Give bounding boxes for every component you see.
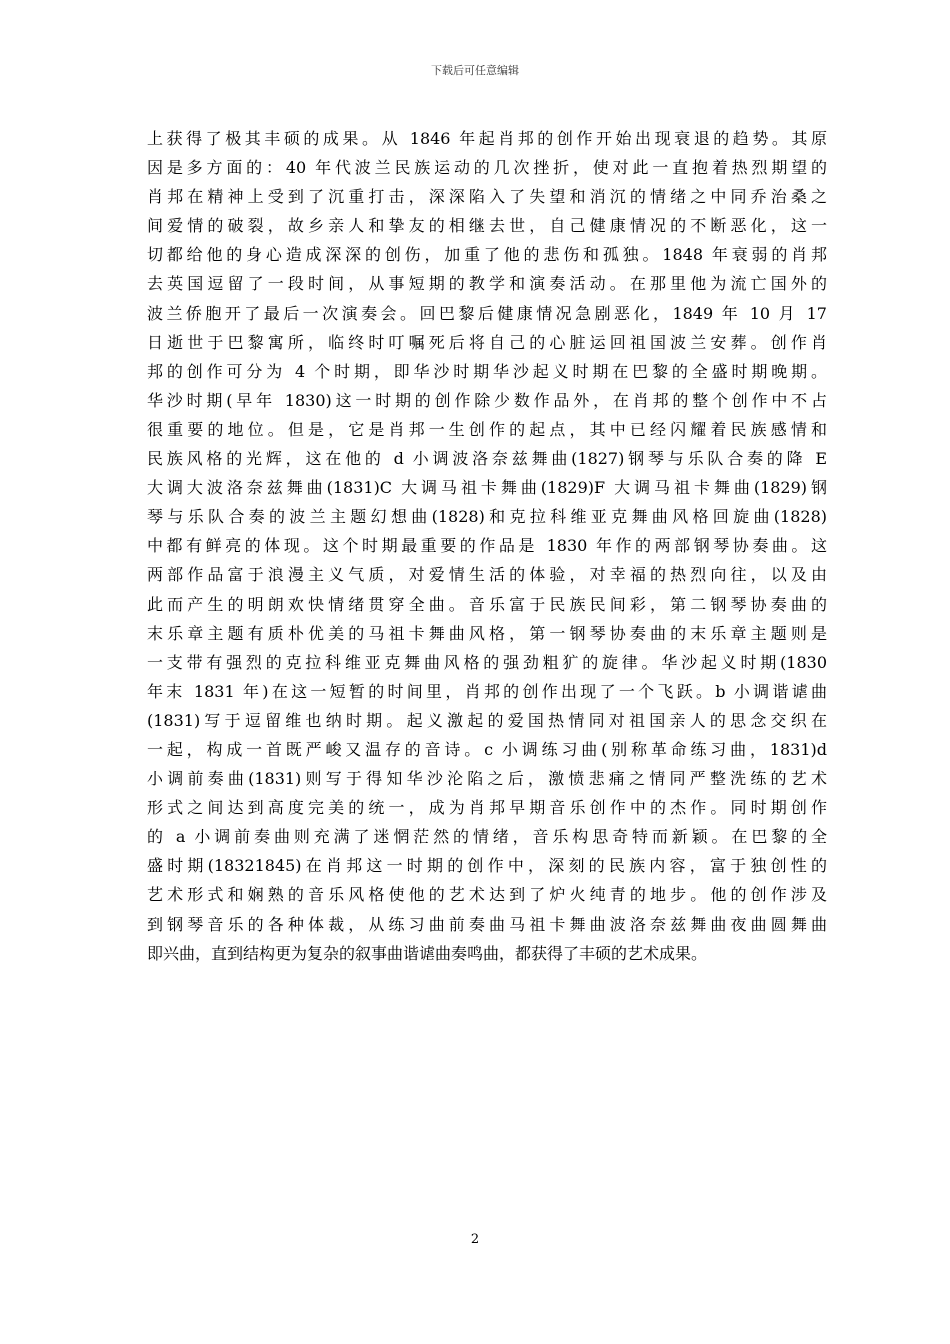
text-line: 很重要的地位。但是，它是肖邦一生创作的起点，其中已经闪耀着民族感情和 [147,419,827,439]
text-line: 琴与乐队合奏的波兰主题幻想曲(1828)和克拉科维亚克舞曲风格回旋曲(1828) [147,507,827,527]
text-line: 华沙时期(早年 1830)这一时期的创作除少数作品外，在肖邦的整个创作中不占 [147,390,827,410]
page-number: 2 [470,1232,480,1247]
text-line: 波兰侨胞开了最后一次演奏会。回巴黎后健康情况急剧恶化，1849 年 10 月 17 [147,303,827,323]
text-line: 一支带有强烈的克拉科维亚克舞曲风格的强劲粗犷的旋律。华沙起义时期(1830 [147,652,827,672]
text-line: 去英国逗留了一段时间，从事短期的教学和演奏活动。在那里他为流亡国外的 [147,274,827,294]
text-line: 末乐章主题有质朴优美的马祖卡舞曲风格，第一钢琴协奏曲的末乐章主题则是 [147,623,827,643]
text-line: 年末 1831 年)在这一短暂的时间里，肖邦的创作出现了一个飞跃。b 小调谐谑曲 [147,681,827,701]
text-line: 上获得了极其丰硕的成果。从 1846 年起肖邦的创作开始出现衰退的趋势。其原 [147,129,827,148]
text-line: 因是多方面的：40 年代波兰民族运动的几次挫折，使对此一直抱着热烈期望的 [147,158,827,178]
text-line: 切都给他的身心造成深深的创伤，加重了他的悲伤和孤独。1848 年衰弱的肖邦 [147,245,827,265]
text-line: 小调前奏曲(1831)则写于得知华沙沦陷之后，激愤悲痛之情同严整洗练的艺术 [147,769,827,789]
text-line: 大调大波洛奈兹舞曲(1831)C 大调马祖卡舞曲(1829)F 大调马祖卡舞曲(1829)钢 [147,478,827,498]
text-line: 即兴曲，直到结构更为复杂的叙事曲谐谑曲奏鸣曲，都获得了丰硕的艺术成果。 [147,943,708,963]
text-line: 艺术形式和娴熟的音乐风格使他的艺术达到了炉火纯青的地步。他的创作涉及 [147,885,827,905]
text-line: 一起，构成一首既严峻又温存的音诗。c 小调练习曲(别称革命练习曲，1831)d [147,739,827,759]
text-line: 形式之间达到高度完美的统一，成为肖邦早期音乐创作中的杰作。同时期创作 [147,798,827,818]
text-line: 到钢琴音乐的各种体裁，从练习曲前奏曲马祖卡舞曲波洛奈兹舞曲夜曲圆舞曲 [147,914,827,934]
text-line: 此而产生的明朗欢快情绪贯穿全曲。音乐富于民族民间彩，第二钢琴协奏曲的 [147,594,827,614]
text-line: 肖邦在精神上受到了沉重打击，深深陷入了失望和消沉的情绪之中同乔治桑之 [147,187,827,207]
text-line: 两部作品富于浪漫主义气质，对爱情生活的体验，对幸福的热烈向往，以及由 [147,565,827,585]
text-line: 邦的创作可分为 4 个时期，即华沙时期华沙起义时期在巴黎的全盛时期晚期。 [147,361,827,381]
text-line: 民族风格的光辉，这在他的 d 小调波洛奈兹舞曲(1827)钢琴与乐队合奏的降 E [147,449,827,469]
page-header: 下载后可任意编辑 [431,64,519,77]
text-line: 盛时期(18321845)在肖邦这一时期的创作中，深刻的民族内容，富于独创性的 [147,856,827,876]
body-text [147,124,827,968]
text-line: 日逝世于巴黎寓所，临终时叮嘱死后将自己的心脏运回祖国波兰安葬。创作肖 [147,332,827,352]
text-line: 间爱情的破裂，故乡亲人和挚友的相继去世，自己健康情况的不断恶化，这一 [147,216,827,236]
text-line: 中都有鲜亮的体现。这个时期最重要的作品是 1830 年作的两部钢琴协奏曲。这 [147,536,827,556]
text-line: 的 a 小调前奏曲则充满了迷惘茫然的情绪，音乐构思奇特而新颖。在巴黎的全 [147,827,827,847]
text-line: (1831)写于逗留维也纳时期。起义激起的爱国热情同对祖国亲人的思念交织在 [147,710,827,730]
